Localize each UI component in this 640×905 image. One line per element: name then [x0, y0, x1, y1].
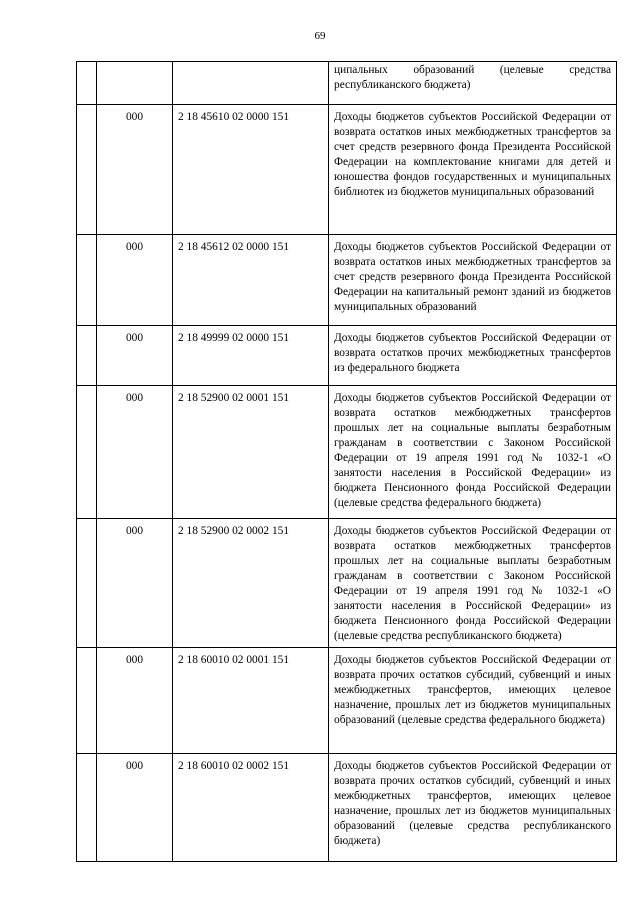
empty-cell	[77, 62, 97, 105]
admin-code-cell: 000	[97, 754, 173, 862]
description-cell: Доходы бюджетов субъектов Российской Федерации от возврата остатков прочих межбюджетных трансфертов из федерального бюджета	[329, 326, 617, 386]
table-row	[77, 648, 617, 754]
budget-code-cell: 2 18 45612 02 0000 151	[173, 235, 329, 326]
description-cell: Доходы бюджетов субъектов Российской Федерации от возврата прочих остатков субсидий, субвенций и иных межбюджетных трансфертов, имеющих целевое назначение, прошлых лет из бюджетов муниципальных образований (целевые средства федерального бюджета)	[329, 648, 617, 754]
admin-code-cell: 000	[97, 326, 173, 386]
description-cell: Доходы бюджетов субъектов Российской Федерации от возврата остатков иных межбюджетных трансфертов за счет средств резервного фонда Президента Российской Федерации на капитальный ремонт зданий из бюджетов муниципальных образований	[329, 235, 617, 326]
budget-code-cell: 2 18 49999 02 0000 151	[173, 326, 329, 386]
empty-cell	[77, 235, 97, 326]
empty-cell	[77, 648, 97, 754]
table-row	[77, 235, 617, 326]
budget-code-cell: 2 18 45610 02 0000 151	[173, 105, 329, 235]
budget-code-cell: 2 18 52900 02 0001 151	[173, 386, 329, 519]
admin-code-cell: 000	[97, 648, 173, 754]
empty-cell	[77, 519, 97, 648]
budget-code-cell: 2 18 60010 02 0001 151	[173, 648, 329, 754]
admin-code-cell	[97, 62, 173, 105]
description-cell: Доходы бюджетов субъектов Российской Федерации от возврата прочих остатков субсидий, субвенций и иных межбюджетных трансфертов, имеющих целевое назначение, прошлых лет из бюджетов муниципальных образований (целевые средства республиканского бюджета)	[329, 754, 617, 862]
empty-cell	[77, 754, 97, 862]
description-cell: ципальных образований (целевые средства республиканского бюджета)	[329, 62, 617, 105]
empty-cell	[77, 105, 97, 235]
table-row	[77, 62, 617, 105]
description-cell: Доходы бюджетов субъектов Российской Федерации от возврата остатков межбюджетных трансфертов прошлых лет на социальные выплаты безработным гражданам в соответствии с Законом Российской Федерации от 19 апреля 1991 год № 1032-1 «О занятости населения в Российской Федерации» из бюджета Пенсионного фонда Российской Федерации (целевые средства федерального бюджета)	[329, 386, 617, 519]
table-row	[77, 754, 617, 862]
table-row	[77, 386, 617, 519]
description-cell: Доходы бюджетов субъектов Российской Федерации от возврата остатков межбюджетных трансфертов прошлых лет на социальные выплаты безработным гражданам в соответствии с Законом Российской Федерации от 19 апреля 1991 год № 1032-1 «О занятости населения в Российской Федерации» из бюджета Пенсионного фонда Российской Федерации (целевые средства республиканского бюджета)	[329, 519, 617, 648]
table-row	[77, 519, 617, 648]
empty-cell	[77, 386, 97, 519]
description-cell: Доходы бюджетов субъектов Российской Федерации от возврата остатков иных межбюджетных трансфертов за счет средств резервного фонда Президента Российской Федерации на комплектование книгами для детей и юношества фондов государственных и муниципальных библиотек из бюджетов муниципальных образований	[329, 105, 617, 235]
admin-code-cell: 000	[97, 235, 173, 326]
admin-code-cell: 000	[97, 105, 173, 235]
table-row	[77, 105, 617, 235]
empty-cell	[77, 326, 97, 386]
budget-code-cell: 2 18 60010 02 0002 151	[173, 754, 329, 862]
table-row	[77, 326, 617, 386]
admin-code-cell: 000	[97, 386, 173, 519]
budget-revenue-table	[76, 61, 617, 862]
page-number: 69	[314, 30, 326, 42]
budget-code-cell: 2 18 52900 02 0002 151	[173, 519, 329, 648]
admin-code-cell: 000	[97, 519, 173, 648]
budget-code-cell	[173, 62, 329, 105]
